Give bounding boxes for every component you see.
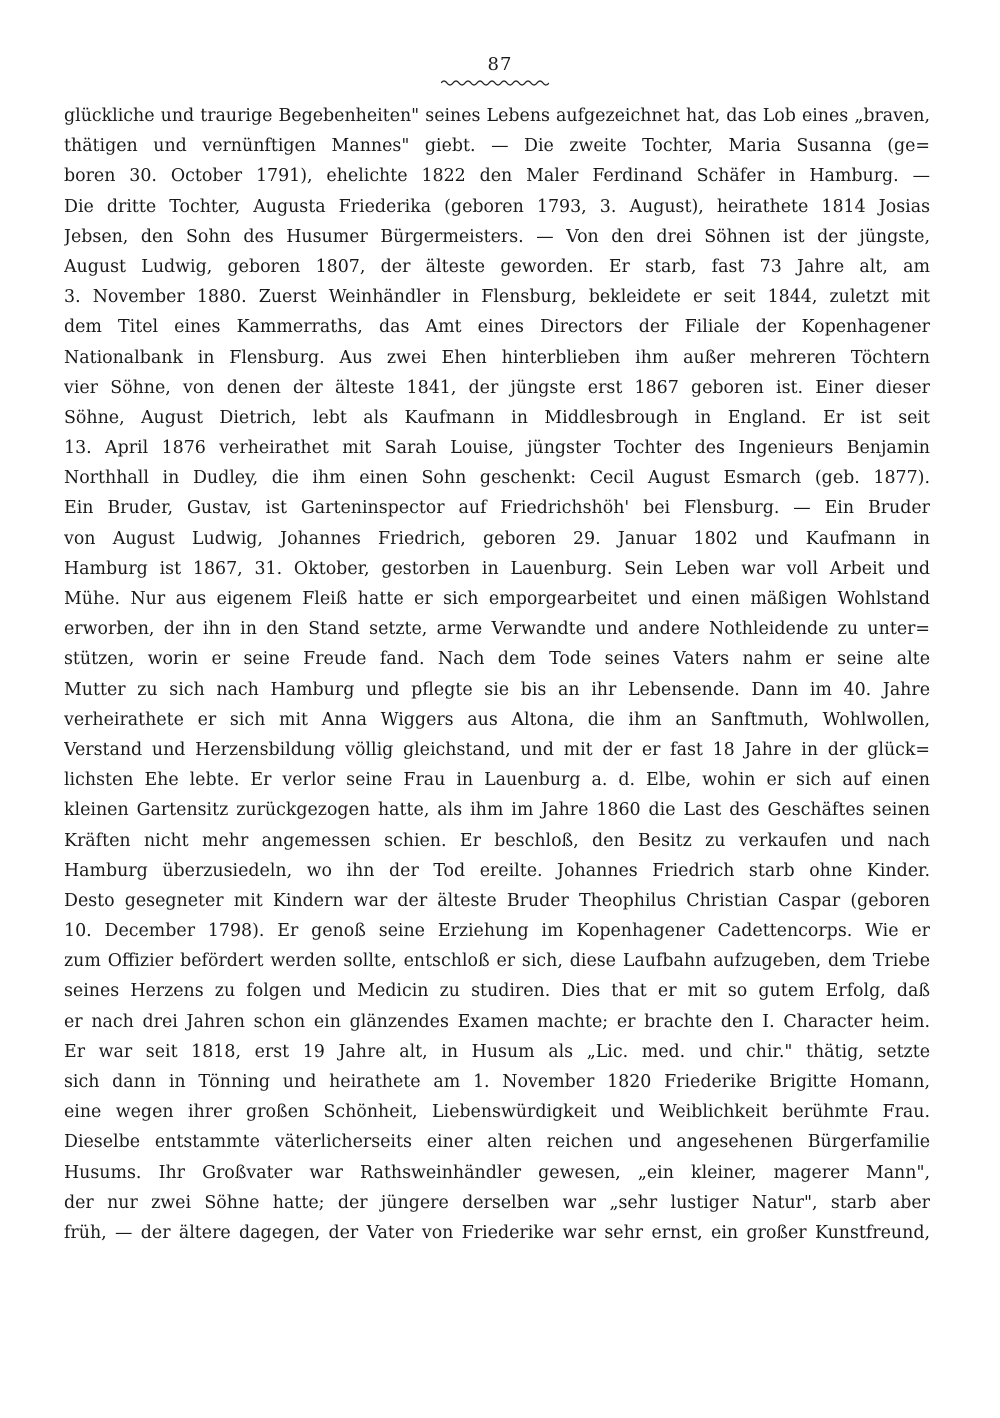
page-number: 87: [487, 54, 513, 75]
text-line: früh, — der ältere dagegen, der Vater von Friederike war sehr ernst, ein großer Kunstfreund,: [64, 1222, 930, 1243]
text-line: Husums. Ihr Großvater war Rathsweinhändler gewesen, „ein kleiner, magerer Mann",: [64, 1162, 930, 1183]
text-line: eine wegen ihrer großen Schönheit, Liebenswürdigkeit und Weiblichkeit berühmte Frau.: [64, 1102, 930, 1123]
page-number-ornament: [441, 79, 549, 87]
text-line: August Ludwig, geboren 1807, der älteste geworden. Er starb, fast 73 Jahre alt, am: [64, 256, 930, 277]
text-line: er nach drei Jahren schon ein glänzendes Examen machte; er brachte den I. Character heim.: [64, 1011, 930, 1032]
text-line: sich dann in Tönning und heirathete am 1. November 1820 Friederike Brigitte Homann,: [64, 1072, 930, 1092]
text-line: zum Offizier befördert werden sollte, entschloß er sich, diese Laufbahn aufzugeben, dem Triebe: [64, 951, 930, 972]
text-line: 13. April 1876 verheirathet mit Sarah Louise, jüngster Tochter des Ingenieurs Benjamin: [64, 438, 930, 459]
text-line: thätigen und vernünftigen Mannes" giebt. — Die zweite Tochter, Maria Susanna (ge=: [64, 136, 930, 157]
text-line: stützen, worin er seine Freude fand. Nach dem Tode seines Vaters nahm er seine alte: [64, 649, 930, 670]
text-line: verheirathete er sich mit Anna Wiggers aus Altona, die ihm an Sanftmuth, Wohlwollen,: [64, 709, 930, 730]
text-line: Desto gesegneter mit Kindern war der älteste Bruder Theophilus Christian Caspar (geboren: [64, 890, 930, 911]
text-line: Northhall in Dudley, die ihm einen Sohn geschenkt: Cecil August Esmarch (geb. 1877).: [64, 468, 930, 489]
text-line: Kräften nicht mehr angemessen schien. Er beschloß, den Besitz zu verkaufen und nach: [64, 830, 930, 851]
text-line: Nationalbank in Flensburg. Aus zwei Ehen hinterblieben ihm außer mehreren Töchtern: [64, 347, 930, 368]
text-line: lichsten Ehe lebte. Er verlor seine Frau in Lauenburg a. d. Elbe, wohin er sich auf einen: [64, 770, 930, 791]
text-line: Verstand und Herzensbildung völlig gleichstand, und mit der er fast 18 Jahre in der glück=: [64, 739, 930, 760]
text-line: dem Titel eines Kammerraths, das Amt eines Directors der Filiale der Kopenhagener: [64, 317, 930, 338]
text-line: Er war seit 1818, erst 19 Jahre alt, in Husum als „Lic. med. und chir." thätig, setzte: [64, 1041, 930, 1062]
text-line: seines Herzens zu folgen und Medicin zu studiren. Dies that er mit so gutem Erfolg, daß: [64, 981, 930, 1002]
text-line: Jebsen, den Sohn des Husumer Bürgermeisters. — Von den drei Söhnen ist der jüngste,: [64, 226, 930, 247]
text-line: Hamburg ist 1867, 31. Oktober, gestorben in Lauenburg. Sein Leben war voll Arbeit und: [64, 558, 930, 579]
text-line: Die dritte Tochter, Augusta Friederika (geboren 1793, 3. August), heirathete 1814 Josias: [64, 196, 930, 217]
text-line: Mutter zu sich nach Hamburg und pflegte sie bis an ihr Lebensende. Dann im 40. Jahre: [64, 679, 930, 700]
text-line: 10. December 1798). Er genoß seine Erziehung im Kopenhagener Cadettencorps. Wie er: [64, 921, 930, 942]
text-line: glückliche und traurige Begebenheiten" seines Lebens aufgezeichnet hat, das Lob eines „braven,: [64, 106, 930, 126]
text-line: boren 30. October 1791), ehelichte 1822 den Maler Ferdinand Schäfer in Hamburg. —: [64, 166, 930, 187]
text-line: Dieselbe entstammte väterlicherseits einer alten reichen und angesehenen Bürgerfamilie: [64, 1132, 930, 1153]
text-line: 3. November 1880. Zuerst Weinhändler in Flensburg, bekleidete er seit 1844, zuletzt mit: [64, 287, 930, 308]
text-line: erworben, der ihn in den Stand setzte, arme Verwandte und andere Nothleidende zu unter=: [64, 619, 930, 640]
body-text: [64, 101, 930, 1248]
text-line: Mühe. Nur aus eigenem Fleiß hatte er sich emporgearbeitet und einen mäßigen Wohlstand: [64, 589, 930, 609]
text-line: vier Söhne, von denen der älteste 1841, der jüngste erst 1867 geboren ist. Einer dieser: [64, 377, 930, 398]
text-line: Hamburg überzusiedeln, wo ihn der Tod ereilte. Johannes Friedrich starb ohne Kinder.: [64, 860, 930, 881]
text-line: Söhne, August Dietrich, lebt als Kaufmann in Middlesbrough in England. Er ist seit: [64, 407, 930, 428]
text-line: der nur zwei Söhne hatte; der jüngere derselben war „sehr lustiger Natur", starb aber: [64, 1192, 930, 1213]
text-line: Ein Bruder, Gustav, ist Garteninspector auf Friedrichshöh' bei Flensburg. — Ein Bruder: [64, 498, 930, 519]
text-line: von August Ludwig, Johannes Friedrich, geboren 29. Januar 1802 und Kaufmann in: [64, 528, 930, 549]
text-line: kleinen Gartensitz zurückgezogen hatte, als ihm im Jahre 1860 die Last des Geschäftes seinen: [64, 800, 930, 821]
